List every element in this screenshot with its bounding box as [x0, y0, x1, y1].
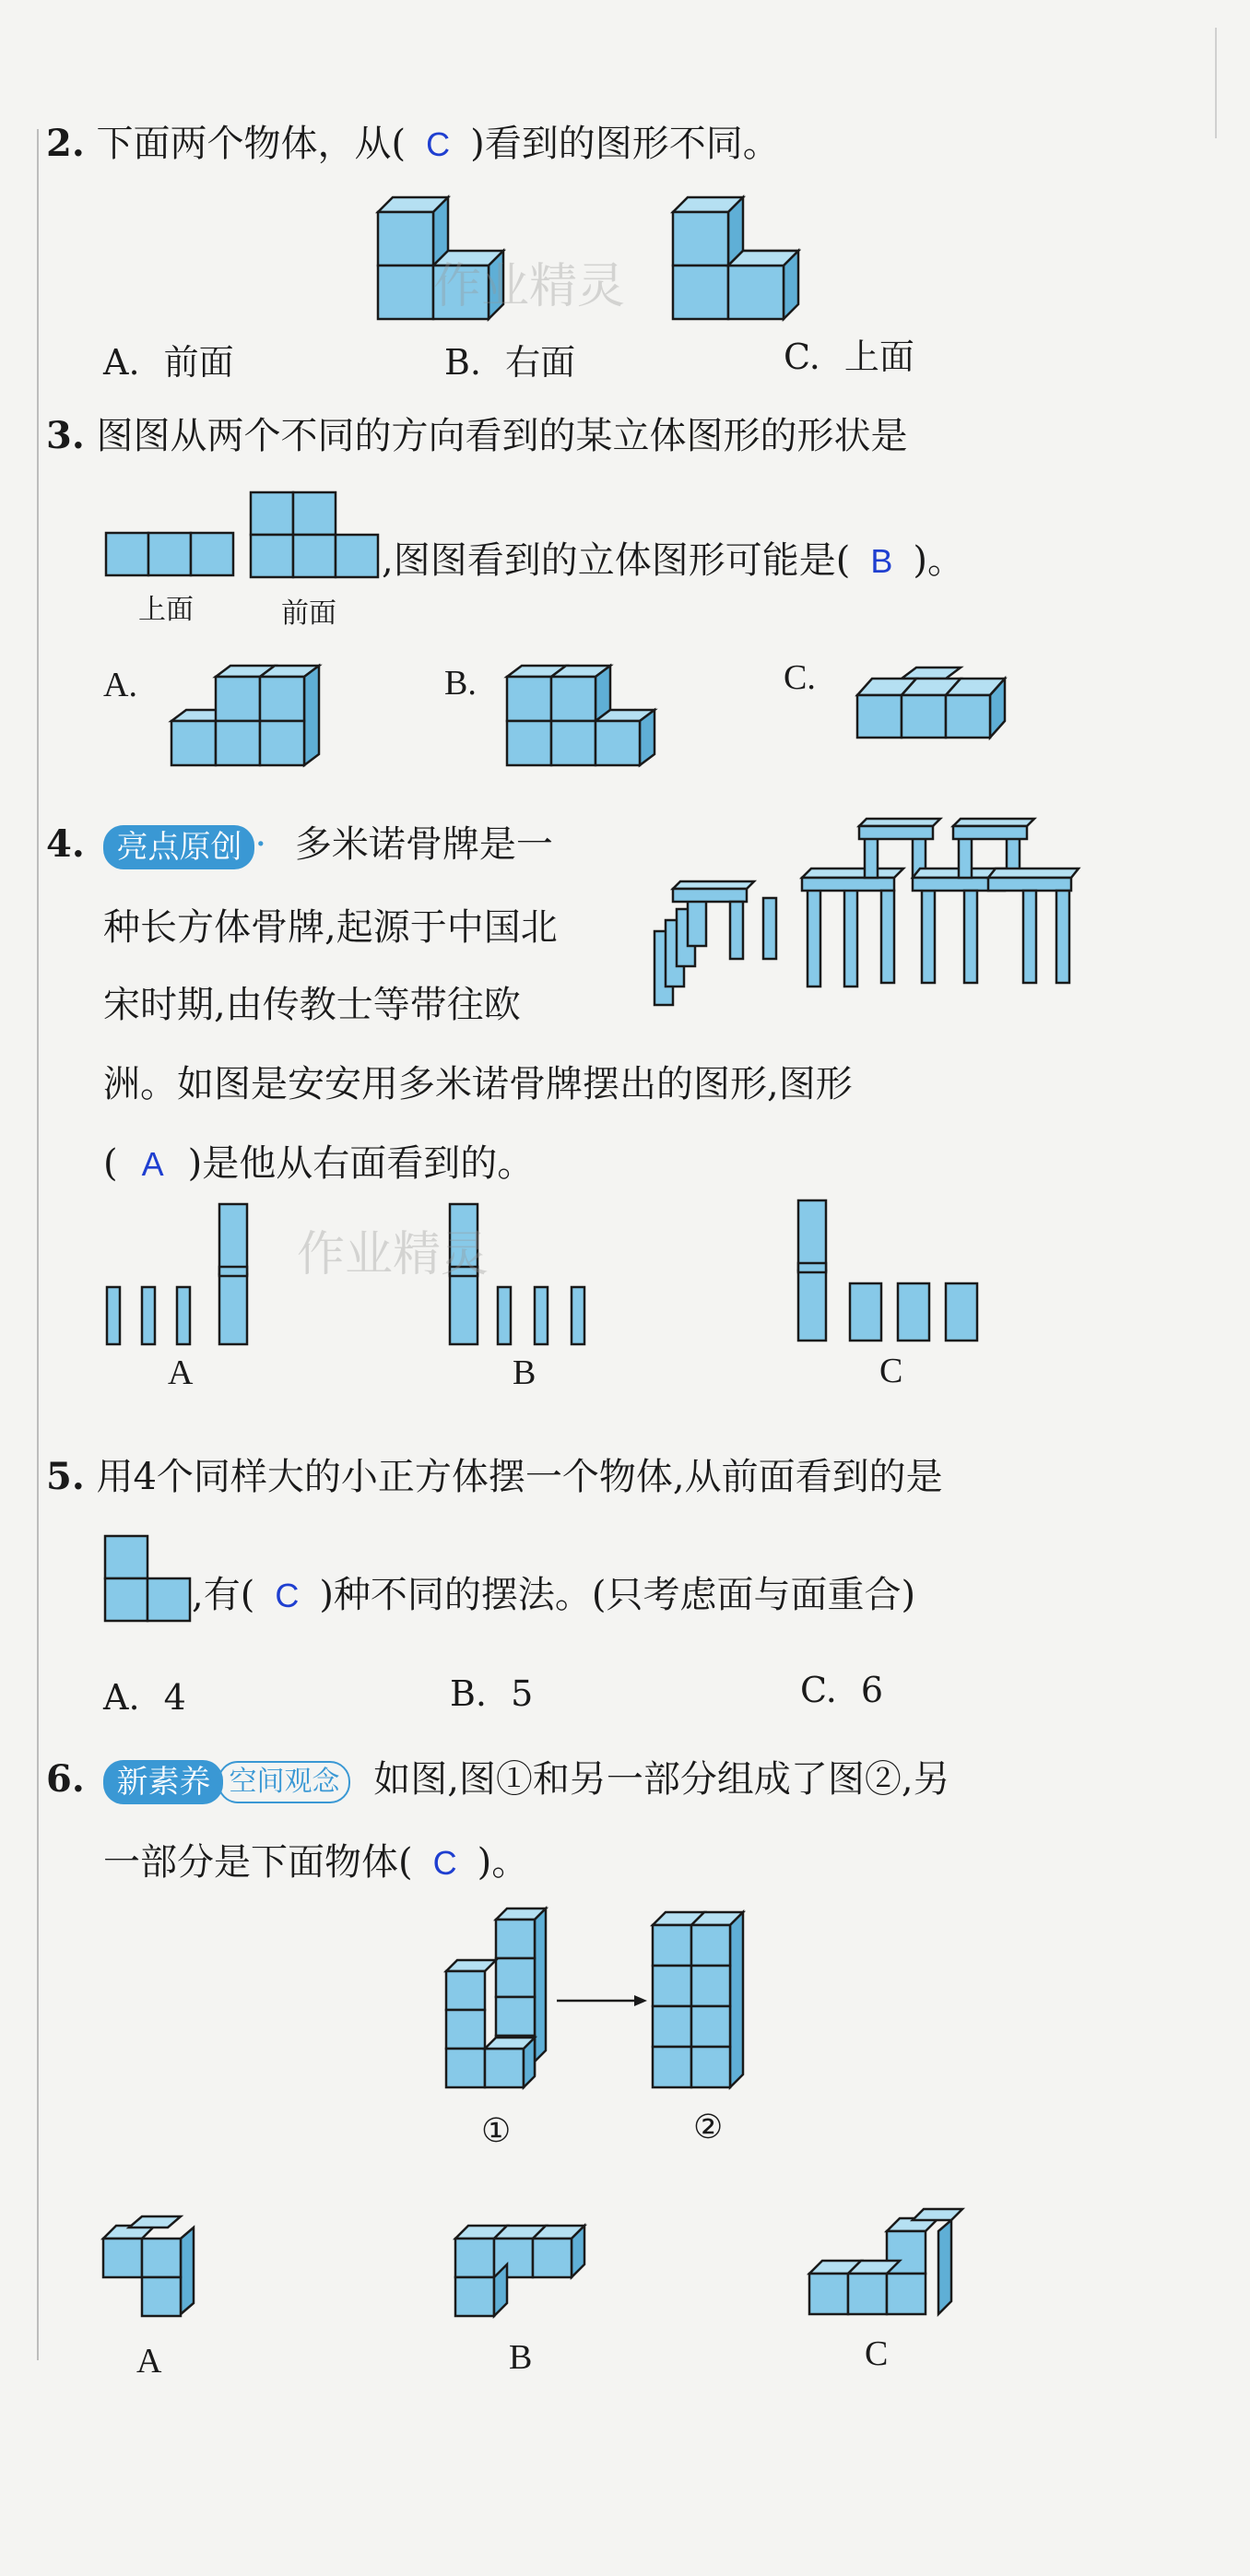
- q5-line1: 用4个同样大的小正方体摆一个物体,从前面看到的是: [96, 1456, 943, 1498]
- q3-option-b-figure: [507, 666, 673, 776]
- q3-line2-after: )。: [913, 539, 964, 582]
- q2-option-a-text: 前面: [163, 342, 234, 383]
- q2-option-c[interactable]: [784, 334, 914, 380]
- q3-front-view: [251, 492, 389, 585]
- q4-badge-dot: ·: [254, 823, 267, 866]
- q2-option-b[interactable]: [444, 339, 575, 385]
- q4-line2: 种长方体骨牌,起源于中国北: [103, 906, 558, 949]
- q5-option-a-letter: A.: [103, 1677, 140, 1718]
- q4-line3: 宋时期,由传教士等带往欧: [103, 984, 521, 1026]
- q6-badge2: 空间观念: [218, 1761, 350, 1803]
- q4-answer: A: [141, 1145, 164, 1183]
- page-edge-line: [1215, 28, 1217, 138]
- q6-line2-after: )。: [477, 1841, 529, 1884]
- q5-option-c[interactable]: [800, 1667, 883, 1713]
- q4-line5-before: (: [103, 1142, 118, 1185]
- q4-option-c[interactable]: C: [879, 1352, 903, 1390]
- q5-option-c-text: 6: [860, 1670, 884, 1710]
- q6-option-b-figure: [455, 2216, 603, 2327]
- q4-line4: 洲。如图是安安用多米诺骨牌摆出的图形,图形: [103, 1063, 853, 1105]
- q6-fig-label-2: ②: [693, 2109, 724, 2146]
- q6-option-a[interactable]: A: [136, 2342, 162, 2381]
- q6-option-c[interactable]: C: [865, 2334, 889, 2373]
- q3-option-a-figure: [171, 666, 337, 776]
- q3-line2-before: ,图图看到的立体图形可能是(: [382, 539, 851, 582]
- q4-option-b[interactable]: B: [513, 1353, 537, 1392]
- q4-option-c-figure: [795, 1197, 997, 1363]
- q3-number: 3.: [46, 414, 85, 457]
- q3-top-view: [106, 533, 244, 579]
- q6-figure-2: [653, 1908, 772, 2121]
- q5-option-a-text: 4: [163, 1677, 186, 1718]
- q6-option-b[interactable]: B: [509, 2338, 533, 2377]
- q5-option-b[interactable]: [450, 1671, 533, 1717]
- q4-badge: 亮点原创: [103, 825, 254, 869]
- q5-answer: C: [275, 1577, 300, 1614]
- q4-line5: [103, 1138, 534, 1190]
- q6-badge: 新素养: [103, 1760, 223, 1804]
- watermark-2: 作业精灵: [297, 1227, 489, 1282]
- q4-option-a-figure: [101, 1199, 267, 1365]
- q2-option-c-letter: C.: [784, 337, 820, 377]
- q4-line5-after: )是他从右面看到的。: [187, 1142, 535, 1185]
- q3-option-c[interactable]: C.: [784, 658, 816, 697]
- q6-line2: [103, 1837, 528, 1889]
- q2-option-b-letter: B.: [444, 342, 482, 383]
- q3-option-a[interactable]: A.: [103, 666, 137, 704]
- q2-option-a-letter: A.: [103, 342, 140, 383]
- q3-label-top: 上面: [138, 594, 194, 626]
- q6-option-a-figure: [103, 2216, 214, 2327]
- q2-option-a[interactable]: [103, 339, 234, 385]
- q3-stem: [46, 410, 907, 462]
- q5-line2-before: ,有(: [192, 1574, 255, 1616]
- q3-line2: [382, 535, 964, 587]
- q5-option-a[interactable]: [103, 1674, 186, 1720]
- q6-line1: 如图,图①和另一部分组成了图②,另: [373, 1758, 950, 1801]
- q3-option-b[interactable]: B.: [444, 664, 477, 703]
- q3-option-c-figure: [857, 668, 1023, 750]
- q4-number: 4.: [46, 822, 85, 866]
- q5-option-b-letter: B.: [450, 1673, 488, 1714]
- q3-label-front: 前面: [281, 597, 336, 630]
- q2-option-c-text: 上面: [843, 337, 914, 377]
- q5-option-c-letter: C.: [800, 1670, 837, 1710]
- q2-option-b-text: 右面: [505, 342, 576, 383]
- q6-answer: C: [432, 1844, 457, 1882]
- q2-object-2: [664, 194, 848, 313]
- q6-figure-1: [446, 1908, 566, 2121]
- q6-line2-before: 一部分是下面物体(: [103, 1841, 413, 1884]
- q2-stem: [46, 118, 780, 171]
- q6-arrow: [557, 1991, 649, 2010]
- q2-text-before: 下面两个物体，从(: [96, 123, 407, 165]
- q4-domino-picture: [645, 811, 1088, 1014]
- q3-line1: 图图从两个不同的方向看到的某立体图形的形状是: [96, 415, 908, 457]
- q2-answer: C: [426, 125, 451, 163]
- q6-option-c-figure: [809, 2209, 994, 2329]
- q5-option-b-text: 5: [511, 1673, 534, 1714]
- q4-line1: 多米诺骨牌是一: [294, 823, 553, 866]
- q5-stem: [46, 1451, 943, 1503]
- q6-fig-label-1: ①: [481, 2112, 512, 2150]
- q2-number: 2.: [46, 122, 85, 165]
- q5-number: 5.: [46, 1455, 85, 1498]
- q3-answer: B: [870, 542, 893, 580]
- watermark-1: 作业精灵: [433, 259, 626, 314]
- margin-line: [37, 129, 39, 2360]
- q2-text-after: )看到的图形不同。: [470, 123, 780, 165]
- q4-stem: [46, 819, 553, 870]
- q5-line2-after: )种不同的摆法。(只考虑面与面重合): [319, 1574, 916, 1616]
- q5-line2: [192, 1569, 915, 1622]
- q4-option-a[interactable]: A: [168, 1353, 194, 1392]
- q6-number: 6.: [46, 1757, 85, 1801]
- q6-stem: [46, 1754, 950, 1805]
